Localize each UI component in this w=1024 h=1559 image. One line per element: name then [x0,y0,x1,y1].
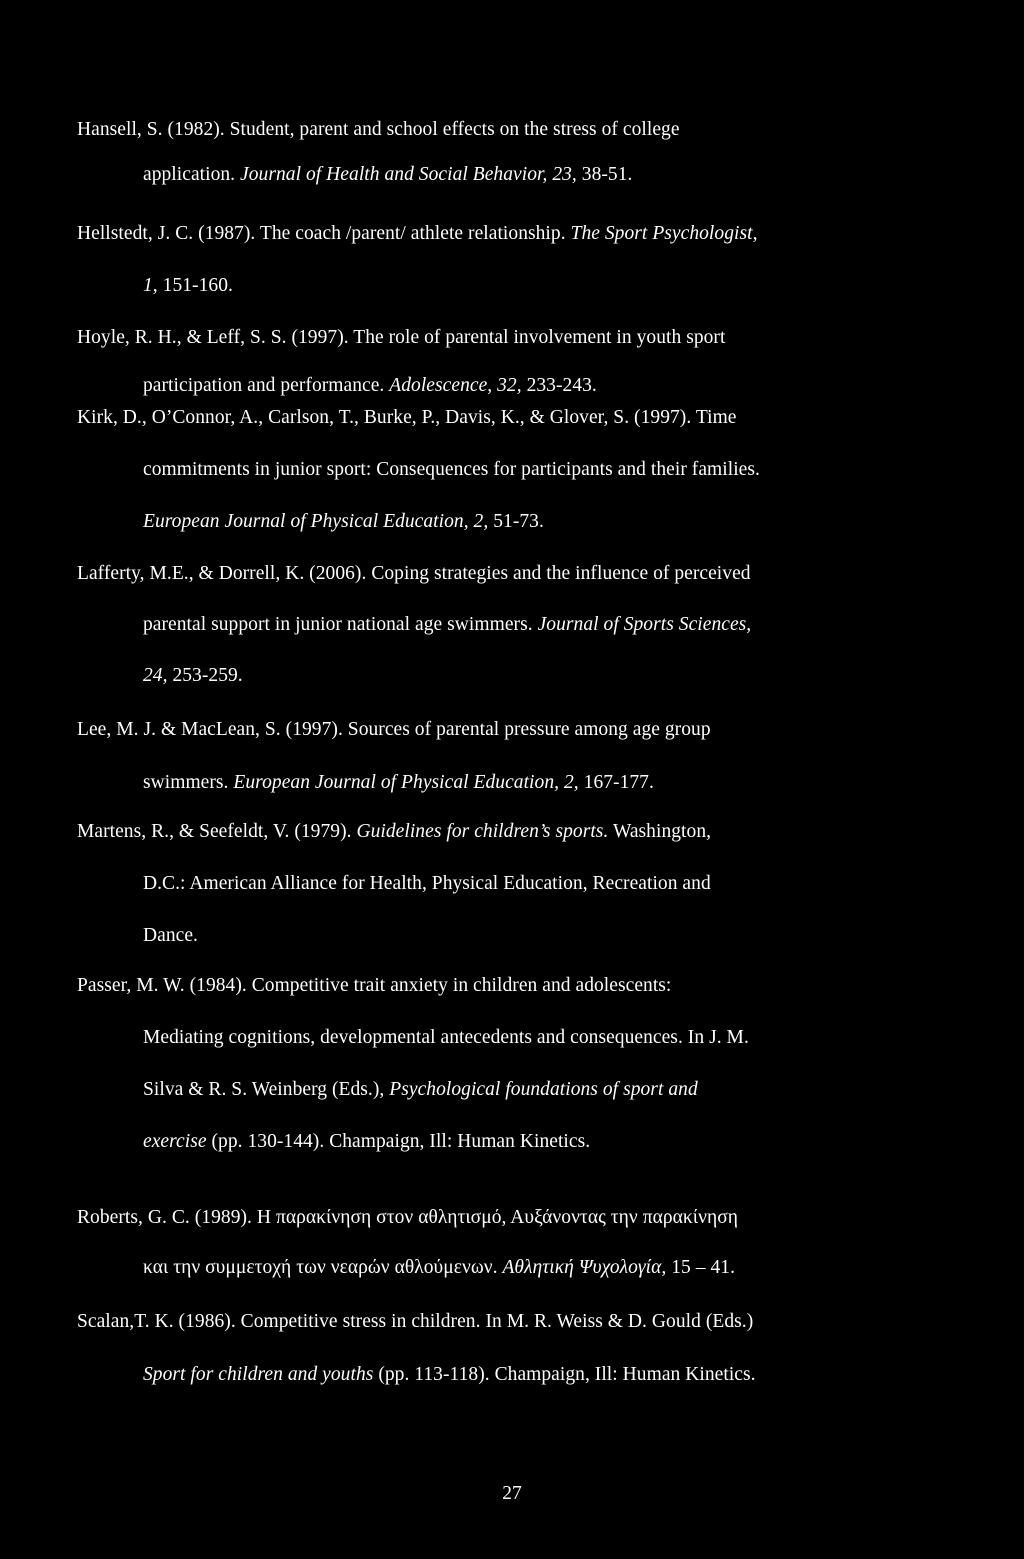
reference-italic-text: Psychological foundations of sport and [389,1079,698,1100]
reference-line [77,718,711,742]
reference-text: Mediating cognitions, developmental antecedents and consequences. In J. M. [143,1027,749,1048]
reference-text: Silva & R. S. Weinberg (Eds.), [143,1079,390,1100]
reference-text: 51-73. [488,511,544,532]
reference-italic-text: 1, [143,275,158,296]
reference-line [143,163,632,187]
reference-text: Kirk, D., O’Connor, A., Carlson, T., Burke, P., Davis, K., & Glover, S. (1997). Time [77,407,737,428]
reference-text: (pp. 130-144). Champaign, Ill: Human Kinetics. [206,1131,591,1152]
reference-italic-text: exercise [143,1131,207,1152]
reference-italic-text: Adolescence, 32, [389,375,522,396]
reference-line [143,458,760,482]
reference-line [143,374,597,398]
reference-line [143,1256,735,1280]
reference-line [143,274,233,298]
reference-text: Martens, R., & Seefeldt, V. (1979). [77,821,357,842]
reference-line [143,1363,756,1387]
reference-line [143,1130,590,1154]
reference-italic-text: Sport for children and youths [143,1364,374,1385]
reference-line [143,771,654,795]
reference-italic-text: 24, [143,665,168,686]
reference-italic-text: Αθλητική Ψυχολογία, [502,1257,667,1278]
reference-text: Lafferty, M.E., & Dorrell, K. (2006). Coping strategies and the influence of perceived [77,563,751,584]
reference-italic-text: Guidelines for children’s sports. [356,821,609,842]
page-number: 27 [502,1483,522,1504]
reference-text: Roberts, G. C. (1989). Η παρακίνηση στον αθλητισμό, Αυξάνοντας την παρακίνηση [77,1207,739,1228]
reference-text: application. [143,164,241,185]
reference-line [77,222,758,246]
reference-text: (pp. 113-118). Champaign, Ill: Human Kinetics. [373,1364,756,1385]
reference-text: D.C.: American Alliance for Health, Physical Education, Recreation and [143,873,711,894]
reference-text: Hellstedt, J. C. (1987). The coach /parent/ athlete relationship. [77,223,571,244]
reference-line [77,974,671,998]
reference-text: Dance. [143,925,198,946]
reference-text: commitments in junior sport: Consequences for participants and their families. [143,459,760,480]
reference-line [143,1078,698,1102]
reference-line [143,872,711,896]
reference-line [77,1310,753,1334]
reference-line [77,118,680,142]
reference-line [143,1026,749,1050]
reference-text: swimmers. [143,772,234,793]
reference-line [143,924,198,948]
reference-line [77,406,737,430]
reference-text: Passer, M. W. (1984). Competitive trait anxiety in children and adolescents: [77,975,672,996]
reference-text: 151-160. [157,275,233,296]
reference-line [143,664,243,688]
reference-text: Lee, M. J. & MacLean, S. (1997). Sources of parental pressure among age group [77,719,711,740]
reference-text: 15 – 41. [666,1257,736,1278]
reference-line [143,510,544,534]
reference-text: 253-259. [167,665,243,686]
reference-italic-text: Journal of Sports Sciences, [537,614,752,635]
reference-text: parental support in junior national age swimmers. [143,614,538,635]
reference-text: 233-243. [521,375,597,396]
reference-line [143,613,751,637]
reference-text: Washington, [608,821,712,842]
reference-italic-text: European Journal of Physical Education, 2, [233,772,579,793]
reference-line [77,820,711,844]
reference-italic-text: European Journal of Physical Education, 2, [143,511,489,532]
reference-text: και την συμμετοχή των νεαρών αθλούμενων. [143,1257,503,1278]
reference-text: Hansell, S. (1982). Student, parent and school effects on the stress of college [77,119,680,140]
reference-text: 38-51. [576,164,633,185]
reference-italic-text: Journal of Health and Social Behavior, 23, [240,164,577,185]
reference-text: Hoyle, R. H., & Leff, S. S. (1997). The role of parental involvement in youth sport [77,327,726,348]
reference-italic-text: The Sport Psychologist, [570,223,758,244]
reference-line [77,1206,738,1230]
reference-text: Scalan,T. K. (1986). Competitive stress in children. In M. R. Weiss & D. Gould (Eds.) [77,1311,754,1332]
reference-text: participation and performance. [143,375,390,396]
reference-line [77,562,751,586]
reference-line [77,326,725,350]
reference-text: 167-177. [578,772,654,793]
